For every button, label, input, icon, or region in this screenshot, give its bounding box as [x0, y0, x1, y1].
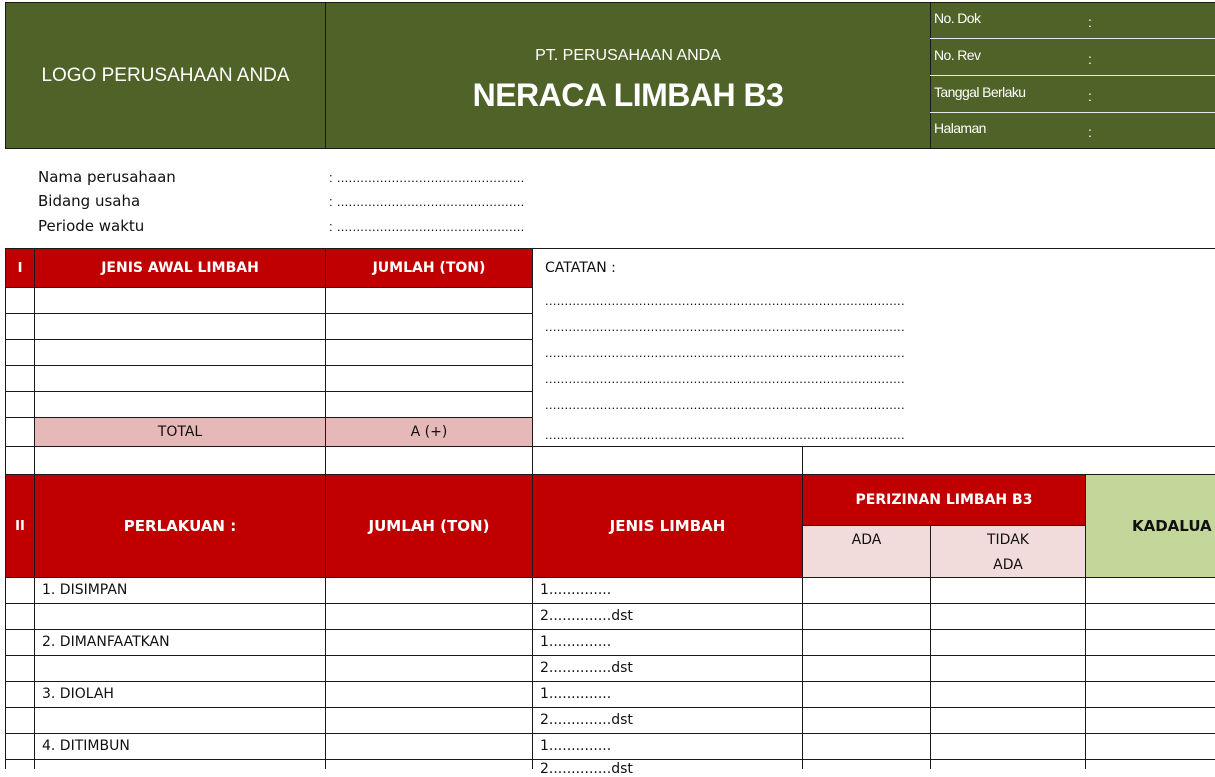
perlakuan-ditimbun: 4. DITIMBUN — [42, 738, 130, 754]
catatan-line[interactable]: ............................................................................................ — [545, 345, 905, 360]
meta-sep: : — [1088, 14, 1092, 30]
title-block — [325, 2, 931, 149]
info-label-periode: Periode waktu — [38, 217, 145, 235]
meta-sep: : — [1088, 88, 1092, 104]
grid-line — [5, 759, 1215, 760]
grid-line — [532, 248, 533, 475]
info-value-nama[interactable]: : ................................................ — [329, 170, 525, 185]
jenis-limbah-item[interactable]: 1.............. — [540, 738, 612, 754]
jenis-limbah-item[interactable]: 2..............dst — [540, 660, 633, 676]
grid-line — [5, 446, 533, 447]
jenis-limbah-item[interactable]: 1.............. — [540, 634, 612, 650]
col-header-tidak-ada — [930, 525, 1086, 578]
perlakuan-diolah: 3. DIOLAH — [42, 686, 114, 702]
catatan-line[interactable]: ............................................................................................ — [545, 427, 905, 442]
grid-line — [532, 446, 1215, 447]
grid-line — [34, 577, 35, 769]
meta-divider — [930, 38, 1215, 39]
jenis-limbah-item[interactable]: 2..............dst — [540, 608, 633, 624]
meta-label-halaman: Halaman — [934, 120, 986, 136]
col-header-jenis-awal: JENIS AWAL LIMBAH — [34, 248, 326, 288]
jenis-limbah-item[interactable]: 1.............. — [540, 582, 612, 598]
grid-line — [5, 603, 1215, 604]
col-header-jumlah-2: JUMLAH (TON) — [325, 474, 533, 578]
grid-line — [5, 733, 1215, 734]
section-2-number: II — [5, 474, 35, 578]
col-header-ada: ADA — [802, 525, 931, 578]
section-1-number: I — [5, 248, 35, 288]
info-value-bidang[interactable]: : ................................................ — [329, 194, 525, 209]
grid-line — [5, 313, 533, 314]
catatan-line[interactable]: ............................................................................................ — [545, 371, 905, 386]
perlakuan-disimpan: 1. DISIMPAN — [42, 582, 128, 598]
catatan-line[interactable]: ............................................................................................ — [545, 397, 905, 412]
tidak-ada-line-2: ADA — [993, 557, 1023, 573]
meta-label-tanggal: Tanggal Berlaku — [934, 84, 1026, 100]
grid-line — [930, 577, 931, 769]
grid-line — [1085, 577, 1086, 769]
info-label-nama: Nama perusahaan — [38, 168, 176, 186]
col-header-perlakuan: PERLAKUAN : — [34, 474, 326, 578]
col-header-jumlah: JUMLAH (TON) — [325, 248, 533, 288]
grid-line — [532, 577, 533, 769]
grid-line — [5, 365, 533, 366]
grid-line — [5, 629, 1215, 630]
col-header-perizinan: PERIZINAN LIMBAH B3 — [802, 474, 1086, 526]
document-title: NERACA LIMBAH B3 — [472, 77, 784, 113]
jenis-limbah-item[interactable]: 2..............dst — [540, 712, 633, 728]
catatan-line[interactable]: ............................................................................................ — [545, 293, 905, 308]
grid-line — [532, 248, 1215, 249]
total-label: TOTAL — [35, 418, 325, 446]
kadaluarsa-label: KADALUA — [1132, 517, 1212, 535]
meta-label-no-dok: No. Dok — [934, 10, 981, 26]
col-header-kadaluarsa — [1085, 474, 1215, 578]
grid-line — [802, 446, 803, 476]
meta-label-no-rev: No. Rev — [934, 47, 981, 63]
perlakuan-dimanfaatkan: 2. DIMANFAATKAN — [42, 634, 170, 650]
meta-sep: : — [1088, 124, 1092, 140]
jenis-limbah-item[interactable]: 1.............. — [540, 686, 612, 702]
catatan-label: CATATAN : — [545, 260, 616, 276]
meta-sep: : — [1088, 51, 1092, 67]
meta-divider — [930, 112, 1215, 113]
grid-line — [5, 391, 533, 392]
total-value: A (+) — [326, 418, 532, 446]
catatan-line[interactable]: ............................................................................................ — [545, 319, 905, 334]
info-value-periode[interactable]: : ................................................ — [329, 219, 525, 234]
grid-line — [5, 655, 1215, 656]
grid-line — [802, 577, 803, 769]
tidak-ada-line-1: TIDAK — [987, 532, 1029, 548]
meta-divider — [930, 75, 1215, 76]
grid-line — [5, 339, 533, 340]
logo-text: LOGO PERUSAHAAN ANDA — [41, 64, 290, 86]
grid-line — [325, 577, 326, 769]
company-name: PT. PERUSAHAAN ANDA — [535, 47, 721, 64]
col-header-jenis-limbah: JENIS LIMBAH — [532, 474, 803, 578]
logo-placeholder — [5, 2, 326, 149]
grid-line — [5, 707, 1215, 708]
grid-line — [5, 681, 1215, 682]
info-label-bidang: Bidang usaha — [38, 192, 141, 210]
jenis-limbah-item[interactable]: 2..............dst — [540, 761, 633, 777]
